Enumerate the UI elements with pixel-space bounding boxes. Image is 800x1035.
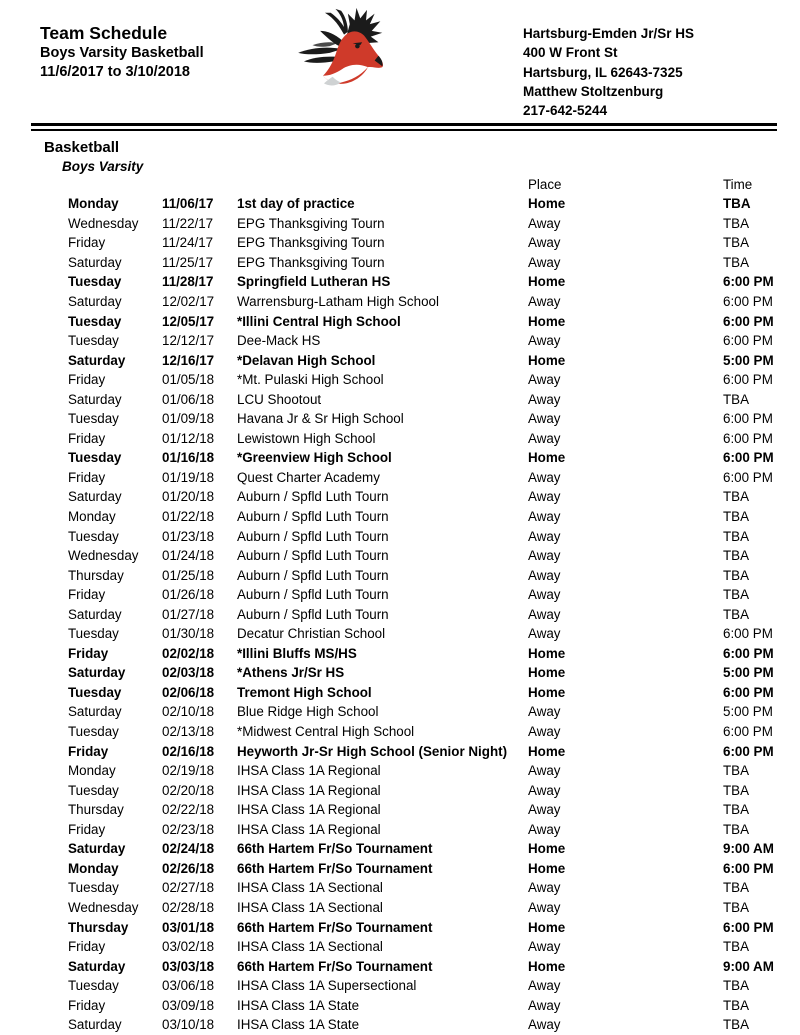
row-place: Away <box>528 333 561 349</box>
row-date: 02/02/18 <box>162 645 215 661</box>
row-place: Home <box>528 196 566 212</box>
contact-phone: 217-642-5244 <box>523 103 608 119</box>
row-time: 6:00 PM <box>723 919 774 935</box>
row-place: Away <box>528 763 561 779</box>
table-row <box>0 331 800 351</box>
row-day: Friday <box>68 743 109 759</box>
row-time: TBA <box>723 528 750 544</box>
row-day: Friday <box>68 430 106 446</box>
row-date: 01/30/18 <box>162 626 215 642</box>
row-day: Friday <box>68 372 106 388</box>
row-day: Saturday <box>68 294 122 309</box>
row-event: Heyworth Jr-Sr High School (Senior Night) <box>237 743 508 759</box>
row-date: 01/23/18 <box>162 528 215 544</box>
row-date: 03/06/18 <box>162 978 215 994</box>
row-place: Home <box>528 684 566 700</box>
row-day: Wednesday <box>68 215 139 231</box>
row-date: 03/09/18 <box>162 997 215 1013</box>
row-day: Wednesday <box>68 899 139 915</box>
table-row <box>0 292 800 312</box>
row-place: Away <box>528 606 561 622</box>
row-day: Saturday <box>68 841 126 857</box>
row-place: Away <box>528 724 561 740</box>
row-event: IHSA Class 1A State <box>237 997 360 1013</box>
row-event: Decatur Christian School <box>237 626 386 642</box>
row-time: TBA <box>723 215 750 231</box>
table-row <box>0 214 800 234</box>
row-place: Home <box>528 313 566 329</box>
row-time: TBA <box>723 391 750 407</box>
row-date: 03/03/18 <box>162 958 215 974</box>
row-event: *Greenview High School <box>237 450 392 466</box>
row-place: Away <box>528 509 561 525</box>
row-event: Auburn / Spfld Luth Tourn <box>237 587 389 603</box>
table-row <box>0 839 800 859</box>
row-event: Dee-Mack HS <box>237 333 321 349</box>
row-event: IHSA Class 1A Sectional <box>237 939 383 955</box>
table-row <box>0 956 800 976</box>
row-date: 02/03/18 <box>162 665 215 681</box>
schedule-table <box>0 175 800 1035</box>
row-day: Tuesday <box>68 333 119 349</box>
row-place: Home <box>528 274 566 290</box>
row-place: Away <box>528 215 561 231</box>
row-day: Tuesday <box>68 313 122 329</box>
row-event: *Mt. Pulaski High School <box>237 372 384 388</box>
table-row <box>0 546 800 566</box>
table-row <box>0 507 800 527</box>
contact-name: Matthew Stoltzenburg <box>523 83 664 99</box>
row-day: Friday <box>68 821 106 837</box>
row-day: Saturday <box>68 391 122 407</box>
row-day: Monday <box>68 509 116 525</box>
row-date: 02/24/18 <box>162 841 215 857</box>
row-time: 6:00 PM <box>723 411 773 427</box>
row-event: *Delavan High School <box>237 352 376 368</box>
row-date: 11/25/17 <box>162 254 214 270</box>
row-date: 03/01/18 <box>162 919 215 935</box>
row-day: Tuesday <box>68 626 119 642</box>
row-place: Home <box>528 645 566 661</box>
row-date: 02/22/18 <box>162 802 215 818</box>
row-day: Tuesday <box>68 411 119 427</box>
row-event: Auburn / Spfld Luth Tourn <box>237 606 389 622</box>
table-row <box>0 683 800 703</box>
table-row <box>0 995 800 1015</box>
table-row <box>0 702 800 722</box>
row-time: 9:00 AM <box>723 958 774 974</box>
row-place: Home <box>528 841 566 857</box>
row-place: Away <box>528 939 561 955</box>
row-place: Away <box>528 235 561 251</box>
row-event: 66th Hartem Fr/So Tournament <box>237 841 433 857</box>
row-place: Away <box>528 978 561 994</box>
row-place: Away <box>528 802 561 818</box>
row-date: 02/23/18 <box>162 821 215 837</box>
row-time: 6:00 PM <box>723 294 773 309</box>
row-event: EPG Thanksgiving Tourn <box>237 215 385 231</box>
row-time: TBA <box>723 235 750 251</box>
row-time: 5:00 PM <box>723 352 774 368</box>
row-time: TBA <box>723 196 751 212</box>
table-row <box>0 800 800 820</box>
row-event: EPG Thanksgiving Tourn <box>237 235 385 251</box>
row-event: Auburn / Spfld Luth Tourn <box>237 548 389 564</box>
row-event: *Illini Central High School <box>237 313 401 329</box>
stag-mascot-logo-icon <box>296 6 394 92</box>
row-date: 01/05/18 <box>162 372 215 388</box>
row-place: Away <box>528 880 561 896</box>
table-row <box>0 1015 800 1035</box>
row-day: Saturday <box>68 665 126 681</box>
row-time: TBA <box>723 548 750 564</box>
row-place: Away <box>528 899 561 915</box>
table-row <box>0 233 800 253</box>
row-day: Saturday <box>68 704 122 720</box>
row-time: TBA <box>723 763 750 779</box>
row-event: IHSA Class 1A Regional <box>237 763 381 779</box>
row-place: Away <box>528 1017 561 1033</box>
row-day: Friday <box>68 997 106 1013</box>
row-date: 02/20/18 <box>162 782 215 798</box>
row-event: *Midwest Central High School <box>237 724 415 740</box>
row-time: 6:00 PM <box>723 274 774 290</box>
row-time: 6:00 PM <box>723 645 774 661</box>
row-place: Away <box>528 294 561 309</box>
table-row <box>0 741 800 761</box>
row-event: IHSA Class 1A Sectional <box>237 899 383 915</box>
row-day: Friday <box>68 235 106 251</box>
row-place: Home <box>528 958 566 974</box>
row-event: Warrensburg-Latham High School <box>237 294 439 309</box>
row-day: Tuesday <box>68 782 119 798</box>
row-time: TBA <box>723 509 750 525</box>
row-date: 02/19/18 <box>162 763 215 779</box>
row-time: 6:00 PM <box>723 430 773 446</box>
row-date: 12/02/17 <box>162 294 215 309</box>
school-info-block <box>523 24 694 120</box>
row-event: *Athens Jr/Sr HS <box>237 665 345 681</box>
row-day: Wednesday <box>68 548 139 564</box>
row-day: Monday <box>68 860 119 876</box>
row-date: 11/28/17 <box>162 274 214 290</box>
row-day: Thursday <box>68 567 124 583</box>
row-day: Thursday <box>68 919 129 935</box>
row-date: 12/16/17 <box>162 352 215 368</box>
table-row <box>0 350 800 370</box>
row-date: 03/02/18 <box>162 939 215 955</box>
row-date: 01/22/18 <box>162 509 215 525</box>
row-event: Auburn / Spfld Luth Tourn <box>237 489 389 505</box>
row-time: 6:00 PM <box>723 450 774 466</box>
table-row <box>0 468 800 488</box>
table-row <box>0 448 800 468</box>
row-time: 6:00 PM <box>723 469 773 485</box>
row-place: Away <box>528 782 561 798</box>
row-place: Away <box>528 548 561 564</box>
row-event: Auburn / Spfld Luth Tourn <box>237 567 389 583</box>
row-place: Away <box>528 997 561 1013</box>
row-time: TBA <box>723 1017 750 1033</box>
row-time: TBA <box>723 997 750 1013</box>
row-date: 11/24/17 <box>162 235 214 251</box>
row-place: Away <box>528 489 561 505</box>
school-street: 400 W Front St <box>523 45 618 61</box>
table-row <box>0 878 800 898</box>
row-day: Saturday <box>68 958 126 974</box>
row-event: 66th Hartem Fr/So Tournament <box>237 919 433 935</box>
row-place: Away <box>528 626 561 642</box>
row-day: Friday <box>68 469 106 485</box>
row-event: Springfield Lutheran HS <box>237 274 391 290</box>
table-row <box>0 722 800 742</box>
page-title: Team Schedule <box>40 23 168 43</box>
row-event: EPG Thanksgiving Tourn <box>237 254 385 270</box>
row-event: *Illini Bluffs MS/HS <box>237 645 357 661</box>
row-time: 6:00 PM <box>723 743 774 759</box>
row-day: Tuesday <box>68 450 122 466</box>
table-row <box>0 311 800 331</box>
row-day: Tuesday <box>68 684 122 700</box>
table-row <box>0 644 800 664</box>
row-event: Quest Charter Academy <box>237 469 380 485</box>
table-row <box>0 820 800 840</box>
row-place: Home <box>528 743 566 759</box>
row-day: Tuesday <box>68 978 119 994</box>
row-date: 01/06/18 <box>162 391 215 407</box>
table-row <box>0 253 800 273</box>
row-place: Away <box>528 704 561 720</box>
row-time: TBA <box>723 587 750 603</box>
title-block <box>40 23 204 82</box>
row-date: 02/28/18 <box>162 899 215 915</box>
table-row <box>0 370 800 390</box>
row-time: 6:00 PM <box>723 626 773 642</box>
row-date: 02/13/18 <box>162 724 215 740</box>
row-place: Away <box>528 254 561 270</box>
row-event: IHSA Class 1A Regional <box>237 782 381 798</box>
row-place: Away <box>528 528 561 544</box>
row-time: TBA <box>723 802 750 818</box>
row-day: Friday <box>68 587 106 603</box>
row-date: 02/26/18 <box>162 860 215 876</box>
row-place: Away <box>528 821 561 837</box>
row-time: 6:00 PM <box>723 372 773 388</box>
table-row <box>0 761 800 781</box>
school-city: Hartsburg, IL 62643-7325 <box>523 64 683 80</box>
row-day: Saturday <box>68 606 122 622</box>
double-rule-divider <box>31 123 777 131</box>
row-time: 5:00 PM <box>723 665 774 681</box>
row-date: 01/19/18 <box>162 469 215 485</box>
row-date: 01/16/18 <box>162 450 215 466</box>
row-date: 01/09/18 <box>162 411 215 427</box>
row-date: 11/22/17 <box>162 215 214 231</box>
row-date: 12/12/17 <box>162 333 215 349</box>
row-place: Home <box>528 919 566 935</box>
row-event: Tremont High School <box>237 684 372 700</box>
row-day: Tuesday <box>68 880 119 896</box>
row-place: Away <box>528 567 561 583</box>
row-place: Home <box>528 860 566 876</box>
row-event: IHSA Class 1A Supersectional <box>237 978 417 994</box>
row-date: 01/26/18 <box>162 587 215 603</box>
row-place: Home <box>528 450 566 466</box>
table-row <box>0 663 800 683</box>
row-event: IHSA Class 1A Sectional <box>237 880 383 896</box>
row-time: TBA <box>723 489 750 505</box>
row-time: TBA <box>723 899 750 915</box>
row-day: Tuesday <box>68 274 122 290</box>
row-place: Away <box>528 391 561 407</box>
row-time: TBA <box>723 606 750 622</box>
row-time: 9:00 AM <box>723 841 774 857</box>
table-row <box>0 604 800 624</box>
row-day: Friday <box>68 645 109 661</box>
team-heading: Boys Varsity <box>62 159 144 174</box>
row-time: 6:00 PM <box>723 724 773 740</box>
table-row <box>0 585 800 605</box>
row-place: Away <box>528 411 561 427</box>
row-event: 1st day of practice <box>237 196 355 212</box>
row-place: Away <box>528 430 561 446</box>
row-day: Tuesday <box>68 724 119 740</box>
table-row <box>0 624 800 644</box>
row-time: TBA <box>723 782 750 798</box>
row-time: TBA <box>723 880 750 896</box>
time-header: Time <box>723 177 753 192</box>
table-row <box>0 565 800 585</box>
row-place: Away <box>528 587 561 603</box>
table-row <box>0 487 800 507</box>
sport-heading: Basketball <box>44 139 120 156</box>
row-date: 02/06/18 <box>162 684 215 700</box>
row-day: Monday <box>68 763 116 779</box>
row-date: 03/10/18 <box>162 1017 215 1033</box>
row-event: LCU Shootout <box>237 391 322 407</box>
row-event: IHSA Class 1A State <box>237 1017 360 1033</box>
row-day: Saturday <box>68 1017 122 1033</box>
column-header-row <box>0 175 800 194</box>
row-day: Friday <box>68 939 106 955</box>
table-row <box>0 937 800 957</box>
row-date: 01/24/18 <box>162 548 215 564</box>
row-date: 01/20/18 <box>162 489 215 505</box>
table-row <box>0 976 800 996</box>
row-place: Home <box>528 352 566 368</box>
row-event: 66th Hartem Fr/So Tournament <box>237 958 433 974</box>
row-date: 01/27/18 <box>162 606 215 622</box>
row-time: TBA <box>723 567 750 583</box>
row-place: Away <box>528 372 561 388</box>
row-event: Auburn / Spfld Luth Tourn <box>237 509 389 525</box>
row-date: 12/05/17 <box>162 313 215 329</box>
row-event: 66th Hartem Fr/So Tournament <box>237 860 433 876</box>
row-date: 11/06/17 <box>162 196 214 212</box>
row-time: 5:00 PM <box>723 704 773 720</box>
row-event: Auburn / Spfld Luth Tourn <box>237 528 389 544</box>
row-time: 6:00 PM <box>723 333 773 349</box>
table-row <box>0 917 800 937</box>
row-event: IHSA Class 1A Regional <box>237 821 381 837</box>
row-time: TBA <box>723 939 750 955</box>
school-name: Hartsburg-Emden Jr/Sr HS <box>523 26 695 41</box>
row-time: 6:00 PM <box>723 684 774 700</box>
table-row <box>0 859 800 879</box>
row-day: Monday <box>68 196 119 212</box>
table-row <box>0 409 800 429</box>
table-row <box>0 272 800 292</box>
schedule-rows <box>0 194 800 1035</box>
row-time: 6:00 PM <box>723 313 774 329</box>
row-place: Away <box>528 469 561 485</box>
row-event: Blue Ridge High School <box>237 704 379 720</box>
row-date: 01/12/18 <box>162 430 215 446</box>
row-time: 6:00 PM <box>723 860 774 876</box>
table-row <box>0 429 800 449</box>
row-time: TBA <box>723 821 750 837</box>
row-date: 02/27/18 <box>162 880 215 896</box>
row-day: Saturday <box>68 254 122 270</box>
row-place: Home <box>528 665 566 681</box>
row-event: Lewistown High School <box>237 430 376 446</box>
row-date: 02/10/18 <box>162 704 215 720</box>
row-day: Tuesday <box>68 528 119 544</box>
team-subtitle: Boys Varsity Basketball <box>40 45 204 61</box>
table-row <box>0 898 800 918</box>
row-date: 01/25/18 <box>162 567 215 583</box>
table-row <box>0 389 800 409</box>
table-row <box>0 526 800 546</box>
row-day: Saturday <box>68 489 122 505</box>
row-day: Saturday <box>68 352 126 368</box>
place-header: Place <box>528 177 562 192</box>
table-row <box>0 780 800 800</box>
table-row <box>0 194 800 214</box>
row-event: Havana Jr & Sr High School <box>237 411 404 427</box>
row-time: TBA <box>723 254 750 270</box>
row-date: 02/16/18 <box>162 743 215 759</box>
row-day: Thursday <box>68 802 124 818</box>
date-range: 11/6/2017 to 3/10/2018 <box>40 64 190 80</box>
row-event: IHSA Class 1A Regional <box>237 802 381 818</box>
row-time: TBA <box>723 978 750 994</box>
